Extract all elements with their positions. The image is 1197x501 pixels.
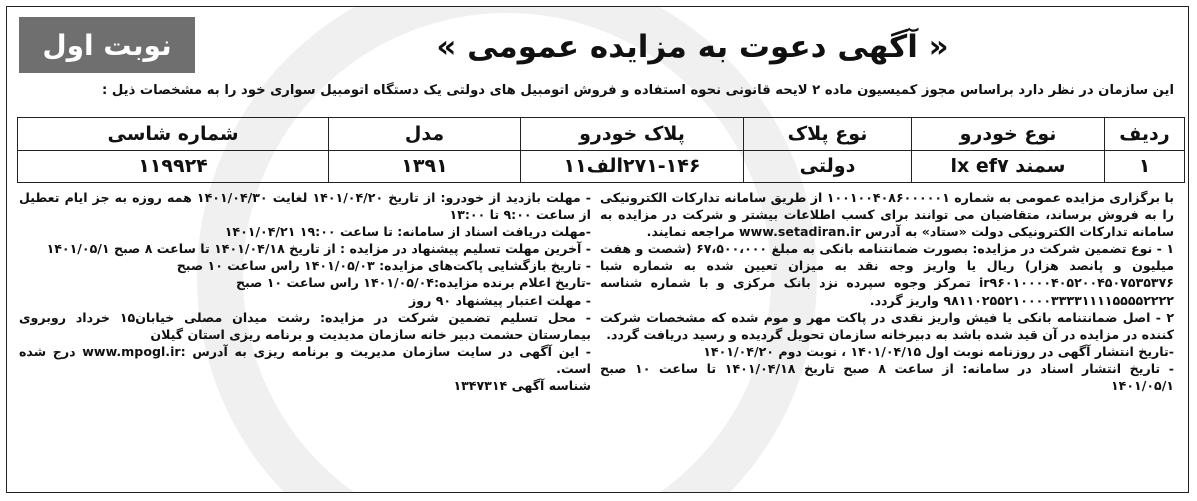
table-header-cell: شماره شاسی — [18, 118, 329, 151]
issue-badge: نوبت اول — [19, 17, 195, 73]
vehicle-table — [17, 117, 1185, 183]
table-header-cell: پلاک خودرو — [521, 118, 744, 151]
table-cell: ۱۳۹۱ — [329, 150, 521, 183]
paragraph: - تاریخ بازگشایی پاکت‌های مزایده: ۱۴۰۱/۰۵/۰۳ راس ساعت ۱۰ صبح — [176, 258, 591, 274]
table-cell: ۱۱۹۹۲۴ — [18, 150, 329, 183]
notice-title: « آگهی دعوت به مزایده عمومی » — [436, 29, 949, 65]
terms-column-right — [600, 189, 1174, 394]
paragraph: - تاریخ انتشار اسناد در سامانه: از ساعت ۸ صبح تاریخ ۱۴۰۱/۰۴/۱۸ تا ساعت ۱۰ صبح ۱۴۰۱/۰۵/۱ — [600, 360, 1174, 394]
notice-frame — [6, 6, 1189, 493]
table-header-cell: نوع خودرو — [912, 118, 1105, 151]
paragraph: -تاریخ انتشار آگهی در روزنامه نوبت اول ۱۴۰۱/۰۴/۱۵ ، نوبت دوم ۱۴۰۱/۰۴/۲۰ — [703, 343, 1174, 359]
paragraph: ۲ - اصل ضمانتنامه بانکی یا فیش واریز نقدی در پاکت مهر و موم شده که مشخصات شرکت کننده در مزایده در آن قید شده باشد به دبیرخانه سازمان تحویل گردیده و رسید دریافت گردد. — [600, 309, 1174, 342]
notice-id: شناسه آگهی ۱۳۴۷۳۱۴ — [453, 378, 591, 394]
paragraph: - این آگهی در سایت سازمان مدیریت و برنامه ریزی به آدرس :www.mpogl.ir درج شده است. — [19, 343, 591, 376]
paragraph: - آخرین مهلت تسلیم پیشنهاد در مزایده : از تاریخ ۱۴۰۱/۰۴/۱۸ تا ساعت ۸ صبح ۱۴۰۱/۰۵/۱ — [46, 241, 591, 257]
table-header-cell: نوع پلاک — [744, 118, 912, 151]
paragraph: -مهلت دریافت اسناد از سامانه: تا ساعت ۱۹:۰۰ ۱۴۰۱/۰۴/۲۱ — [224, 224, 591, 240]
paragraph: - مهلت اعتبار پیشنهاد ۹۰ روز — [409, 292, 591, 308]
paragraph: با برگزاری مزایده عمومی به شماره ۱۰۰۱۰۰۴۰۸۶۰۰۰۰۰۱ از طریق سامانه تدارکات الکترونیکی را به فروش برساند، متقاضیان می توانند برای کسب اطلاعات بیشتر و شرکت در مزایده به سامانه تدارکات الکترونیکی دولت «ستاد» به آدرس www.setadiran.ir مراجعه نمایند. — [600, 190, 1174, 240]
table-cell: سمند lx ef۷ — [912, 150, 1105, 183]
table-header-cell: مدل — [329, 118, 521, 151]
table-header-cell: ردیف — [1105, 118, 1185, 151]
paragraph: -تاریخ اعلام برنده مزایده:۱۴۰۱/۰۵/۰۴ راس ساعت ۱۰ صبح — [235, 275, 591, 291]
table-header-row — [18, 118, 1185, 151]
intro-text: این سازمان در نظر دارد براساس مجوز کمیسیون ماده ۲ لایحه قانونی نحوه استفاده و فروش اتومبیل های دولتی یک دستگاه اتومبیل سواری خود را به مشخصات ذیل : — [101, 83, 1174, 98]
table-row — [18, 150, 1185, 183]
table-cell: ۱ — [1105, 150, 1185, 183]
paragraph: - محل تسلیم تضمین شرکت در مزایده: رشت میدان مصلی خیابان۱۵ خرداد روبروی بیمارستان حشمت دبیر خانه سازمان مدیدیت و برنامه ریزی استان گیلان — [19, 309, 591, 342]
terms-column-left — [19, 189, 591, 394]
table-cell: دولتی — [744, 150, 912, 183]
table-cell: ۲۷۱-۱۴۶الف۱۱ — [521, 150, 744, 183]
paragraph: - مهلت بازدید از خودرو: از تاریخ ۱۴۰۱/۰۴/۲۰ لغایت ۱۴۰۱/۰۴/۳۰ همه روزه به جز ایام تعطیل از ساعت ۹:۰۰ تا ۱۳:۰۰ — [19, 190, 592, 223]
paragraph: ۱ - نوع تضمین شرکت در مزایده: بصورت ضمانتنامه بانکی به مبلغ ۶۷،۵۰۰،۰۰۰ (شصت و هفت میلیون و پانصد هزار) ریال یا واریز وجه نقد به میزان تعیین شده به شماره شبا ir۹۶۰۱۰۰۰۰۴۰۵۲۰۰۴۵۰۷۵۳۵۳۷۶ تمرکز وجوه سپرده نزد بانک مرکزی و با شماره شناسه ۹۸۱۱۰۲۵۵۲۱۰۰۰۰۳۳۳۳۱۱۱۱۵۵۵۵۲۲۲۲ واریز گردد. — [600, 241, 1174, 308]
